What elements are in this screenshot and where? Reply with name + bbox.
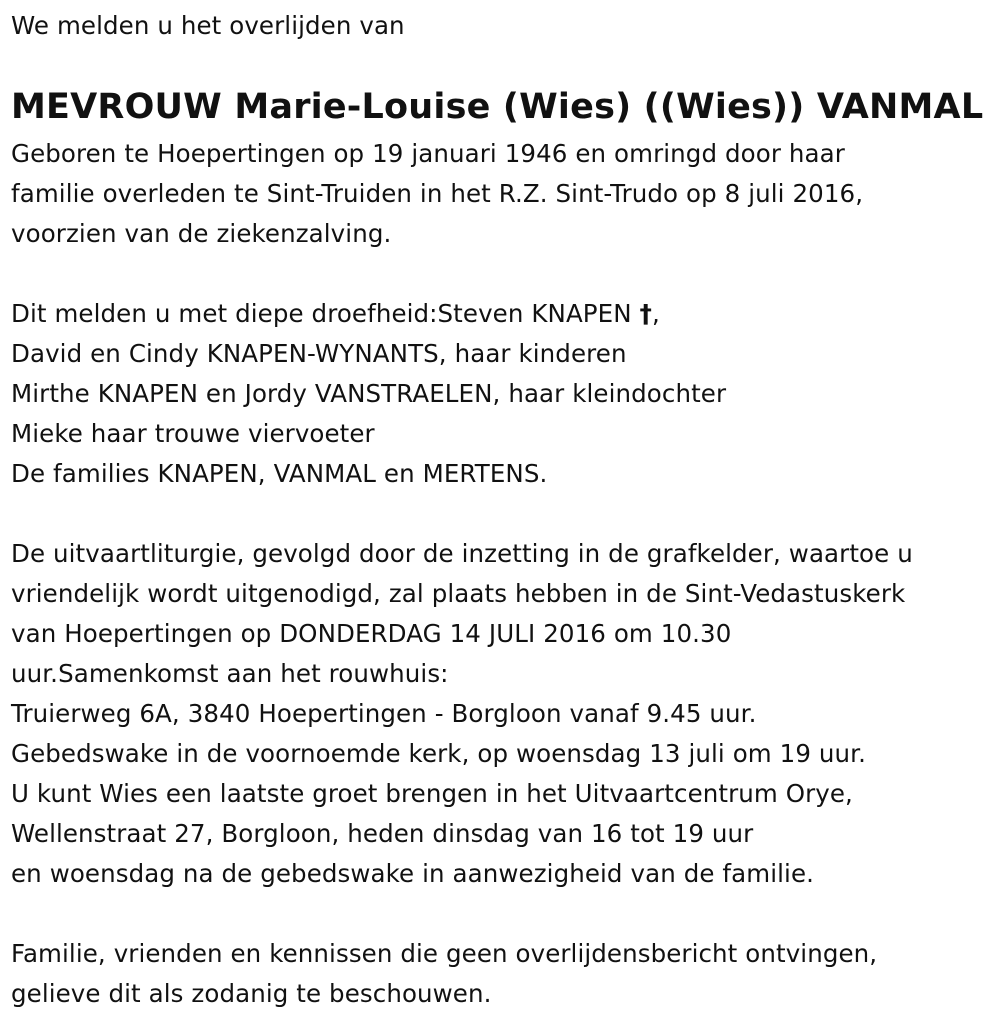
relatives-first-line bbox=[11, 294, 726, 334]
closing-paragraph bbox=[11, 934, 877, 1014]
birth-paragraph bbox=[11, 134, 863, 254]
relatives-line: Mieke haar trouwe viervoeter bbox=[11, 419, 375, 448]
birth-line: voorzien van de ziekenzalving. bbox=[11, 219, 392, 248]
closing-line: gelieve dit als zodanig te beschouwen. bbox=[11, 979, 492, 1008]
relatives-intro-suffix: , bbox=[651, 299, 660, 328]
relatives-line: De families KNAPEN, VANMAL en MERTENS. bbox=[11, 459, 548, 488]
funeral-line: en woensdag na de gebedswake in aanwezigheid van de familie. bbox=[11, 859, 815, 888]
relatives-intro: Dit melden u met diepe droefheid:Steven KNAPEN bbox=[11, 299, 640, 328]
funeral-line: Wellenstraat 27, Borgloon, heden dinsdag van 16 tot 19 uur bbox=[11, 819, 754, 848]
funeral-line: Truierweg 6A, 3840 Hoepertingen - Borgloon vanaf 9.45 uur. bbox=[11, 699, 757, 728]
relatives-paragraph bbox=[11, 294, 726, 494]
birth-line: familie overleden te Sint-Truiden in het R.Z. Sint-Trudo op 8 juli 2016, bbox=[11, 179, 864, 208]
funeral-line: U kunt Wies een laatste groet brengen in het Uitvaartcentrum Orye, bbox=[11, 779, 853, 808]
intro-text: We melden u het overlijden van bbox=[11, 11, 405, 40]
relatives-line: Mirthe KNAPEN en Jordy VANSTRAELEN, haar kleindochter bbox=[11, 379, 727, 408]
funeral-line: uur.Samenkomst aan het rouwhuis: bbox=[11, 659, 449, 688]
closing-line: Familie, vrienden en kennissen die geen overlijdensbericht ontvingen, bbox=[11, 939, 878, 968]
funeral-line: De uitvaartliturgie, gevolgd door de inzetting in de grafkelder, waartoe u bbox=[11, 539, 913, 568]
funeral-line: van Hoepertingen op DONDERDAG 14 JULI 2016 om 10.30 bbox=[11, 619, 732, 648]
relatives-line: David en Cindy KNAPEN-WYNANTS, haar kinderen bbox=[11, 339, 627, 368]
funeral-line: vriendelijk wordt uitgenodigd, zal plaats hebben in de Sint-Vedastuskerk bbox=[11, 579, 906, 608]
birth-line: Geboren te Hoepertingen op 19 januari 1946 en omringd door haar bbox=[11, 139, 845, 168]
funeral-line: Gebedswake in de voornoemde kerk, op woensdag 13 juli om 19 uur. bbox=[11, 739, 866, 768]
deceased-name: MEVROUW Marie-Louise (Wies) ((Wies)) VANMAL bbox=[11, 87, 984, 127]
cross-icon: † bbox=[639, 299, 652, 328]
funeral-paragraph bbox=[11, 534, 913, 894]
